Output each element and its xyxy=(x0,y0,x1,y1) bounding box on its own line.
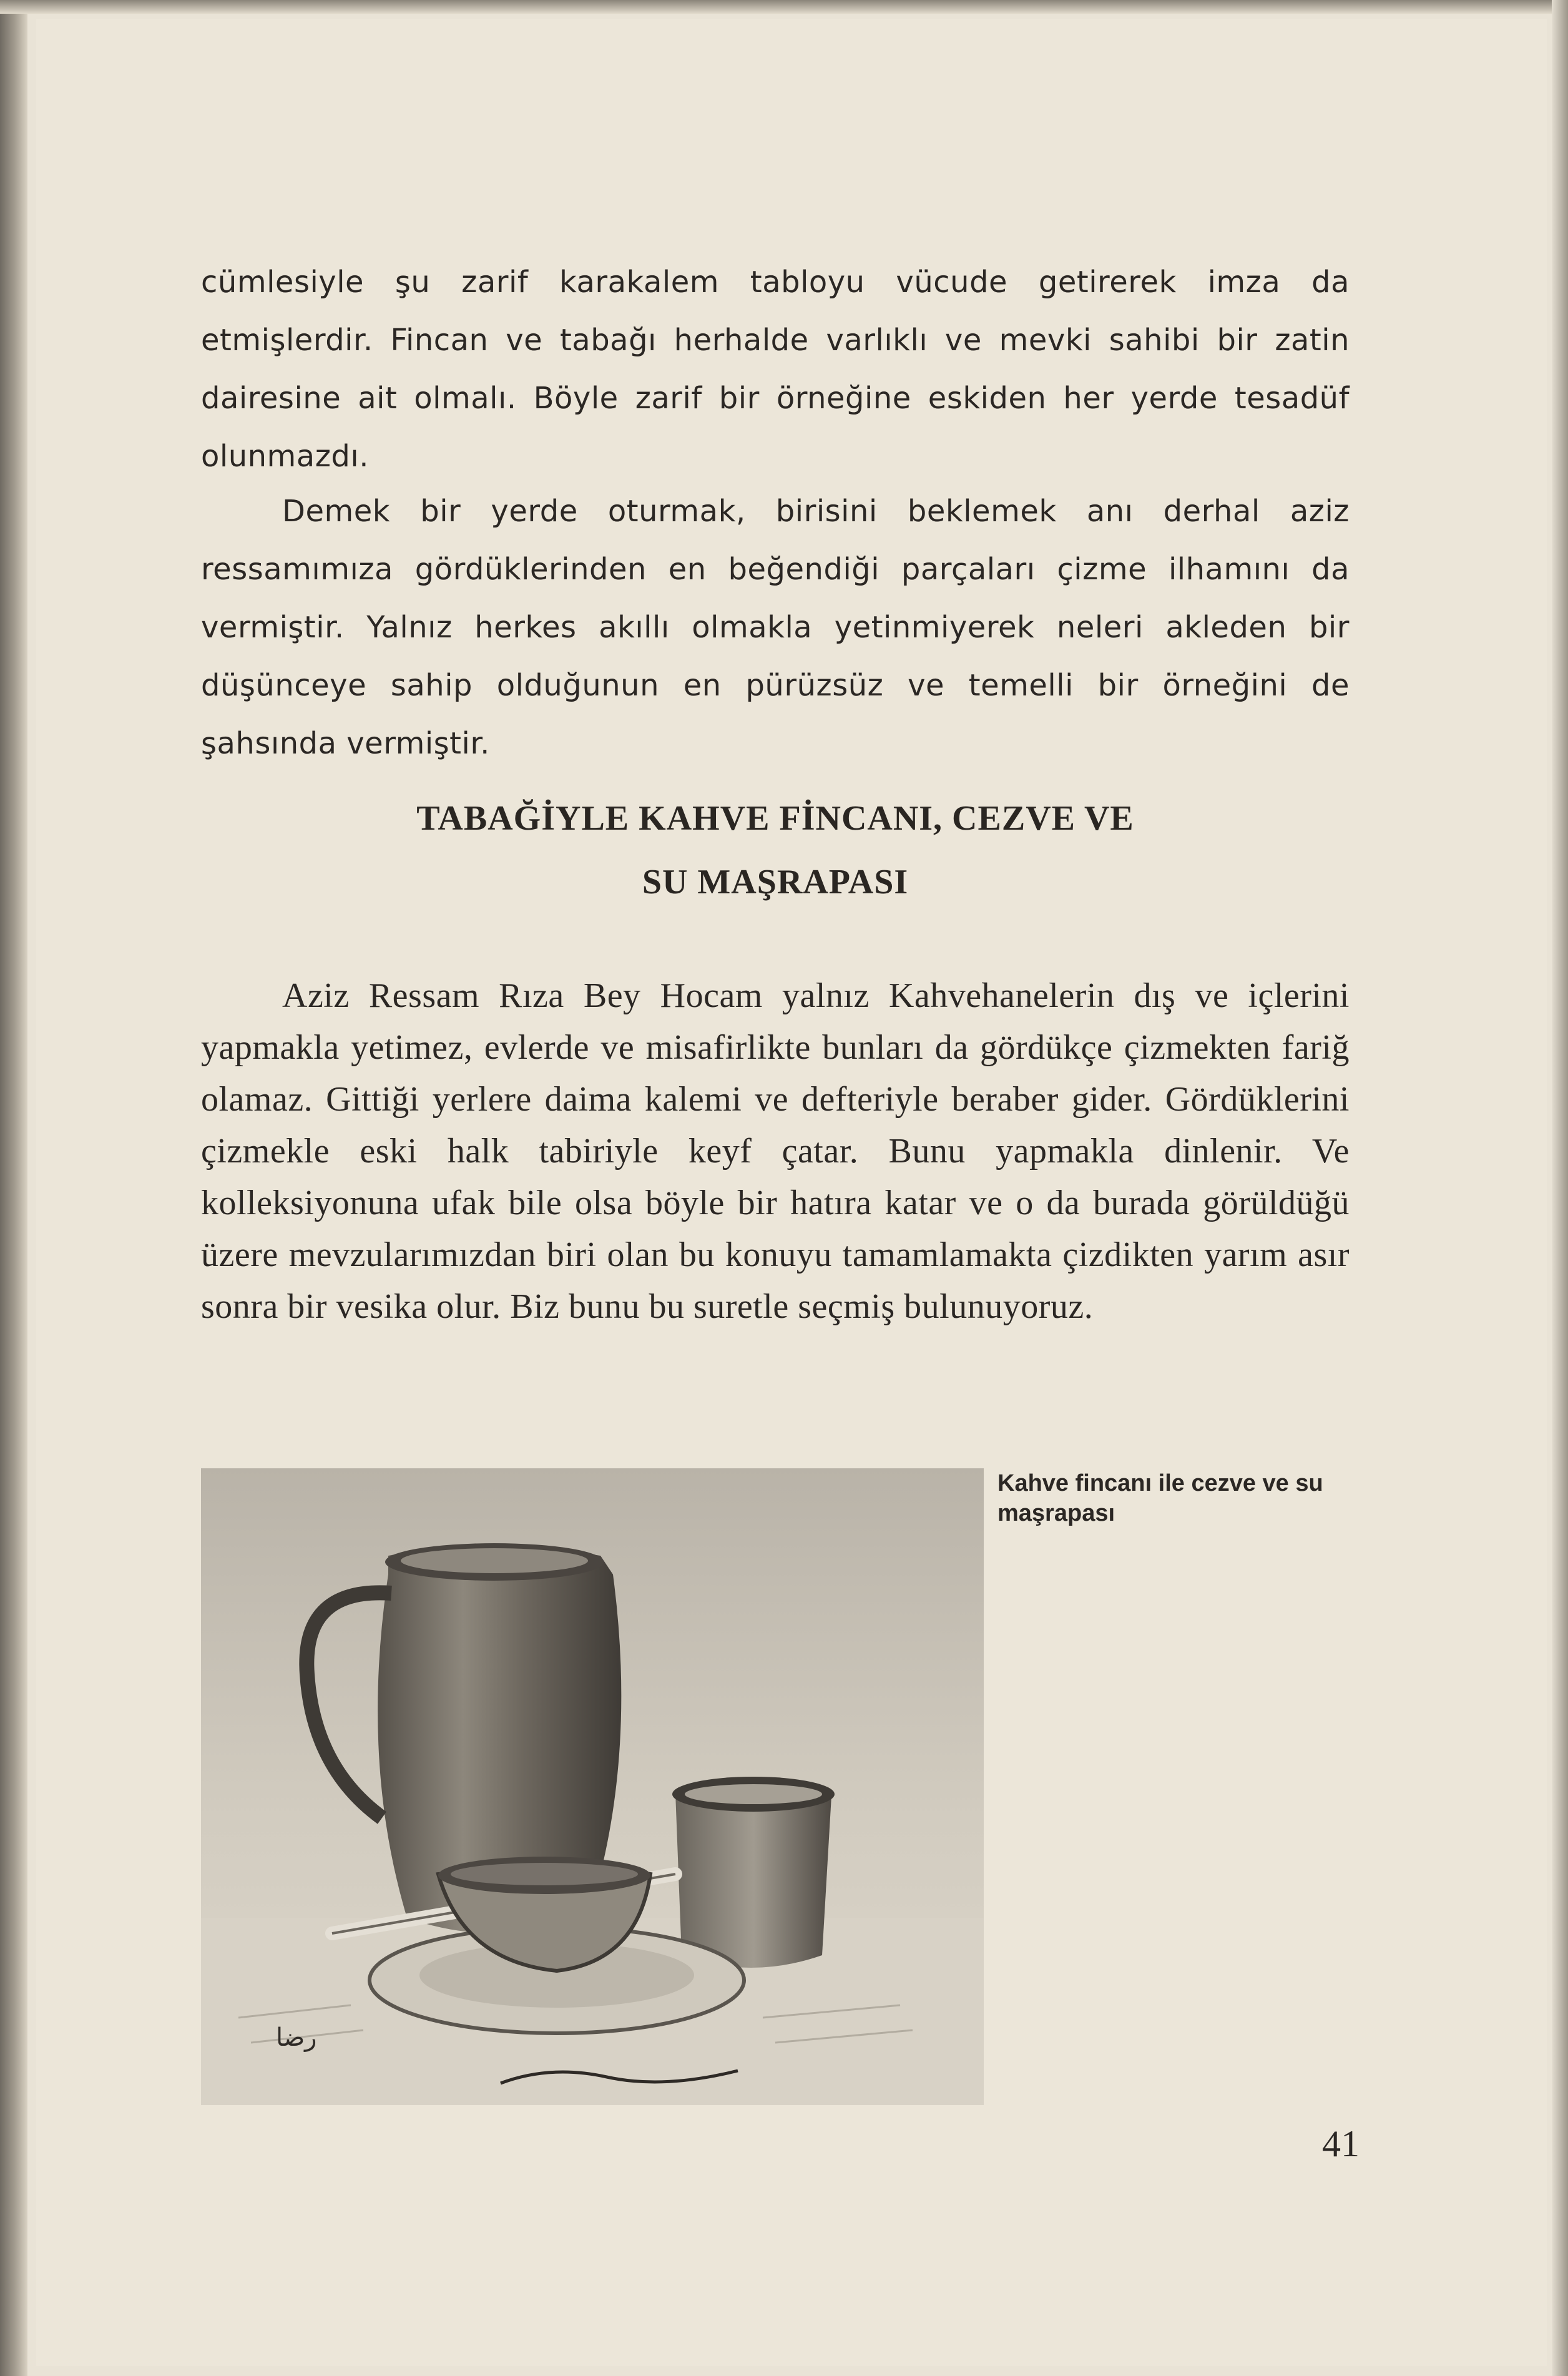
coffee-set-drawing xyxy=(201,1468,984,2105)
cezve-shape xyxy=(672,1777,835,1968)
page-number: 41 xyxy=(1322,2123,1360,2164)
scan-edge-right xyxy=(1552,0,1568,2376)
heading-line-1: TABAĞİYLE KAHVE FİNCANI, CEZVE VE xyxy=(416,799,1134,838)
scan-edge-top xyxy=(0,0,1568,14)
paragraph-2: Demek bir yerde oturmak, birisini beklemek anı derhal aziz ressamımıza gördüklerinden en beğendiği parçaları çizme ilhamını da vermiştir. Yalnız herkes akıllı olmakla yetinmiyerek neleri akleden bir düşünceye sahip olduğunun en pürüzsüz ve temelli bir örneğini de şahsında vermiştir. xyxy=(201,494,1350,761)
scan-edge-left xyxy=(0,0,27,2376)
sketch-illustration xyxy=(201,1468,984,2105)
image-caption: Kahve fincanı ile cezve ve su maşrapası xyxy=(997,1470,1323,1526)
artist-signature: رضا xyxy=(276,2023,317,2052)
section-heading xyxy=(201,787,1350,914)
heading-line-2: SU MAŞRAPASI xyxy=(642,863,909,901)
book-page xyxy=(36,19,1547,2366)
paragraph-1: cümlesiyle şu zarif karakalem tabloyu vücude getirerek imza da etmişlerdir. Fincan ve tabağı herhalde varlıklı ve mevki sahibi bir zatin dairesine ait olmalı. Böyle zarif bir örneğine eskiden her yerde tesadüf olunmazdı. xyxy=(201,265,1350,474)
paragraph-3: Aziz Ressam Rıza Bey Hocam yalnız Kahvehanelerin dış ve içlerini yapmakla yetimez, evlerde ve misafirlikte bunları da gördükçe çizmekten fariğ olamaz. Gittiği yerlere daima kalemi ve defteriyle beraber gider. Gördüklerini çizmekle eski halk tabiriyle keyf çatar. Bunu yapmakla dinlenir. Ve kolleksiyonuna ufak bile olsa böyle bir hatıra katar ve o da burada görüldüğü üzere mevzularımızdan biri olan bu konuyu tamamlamakta çizdikten yarım asır sonra bir vesika olur. Biz bunu bu suretle seçmiş bulunuyoruz. xyxy=(201,976,1350,1326)
